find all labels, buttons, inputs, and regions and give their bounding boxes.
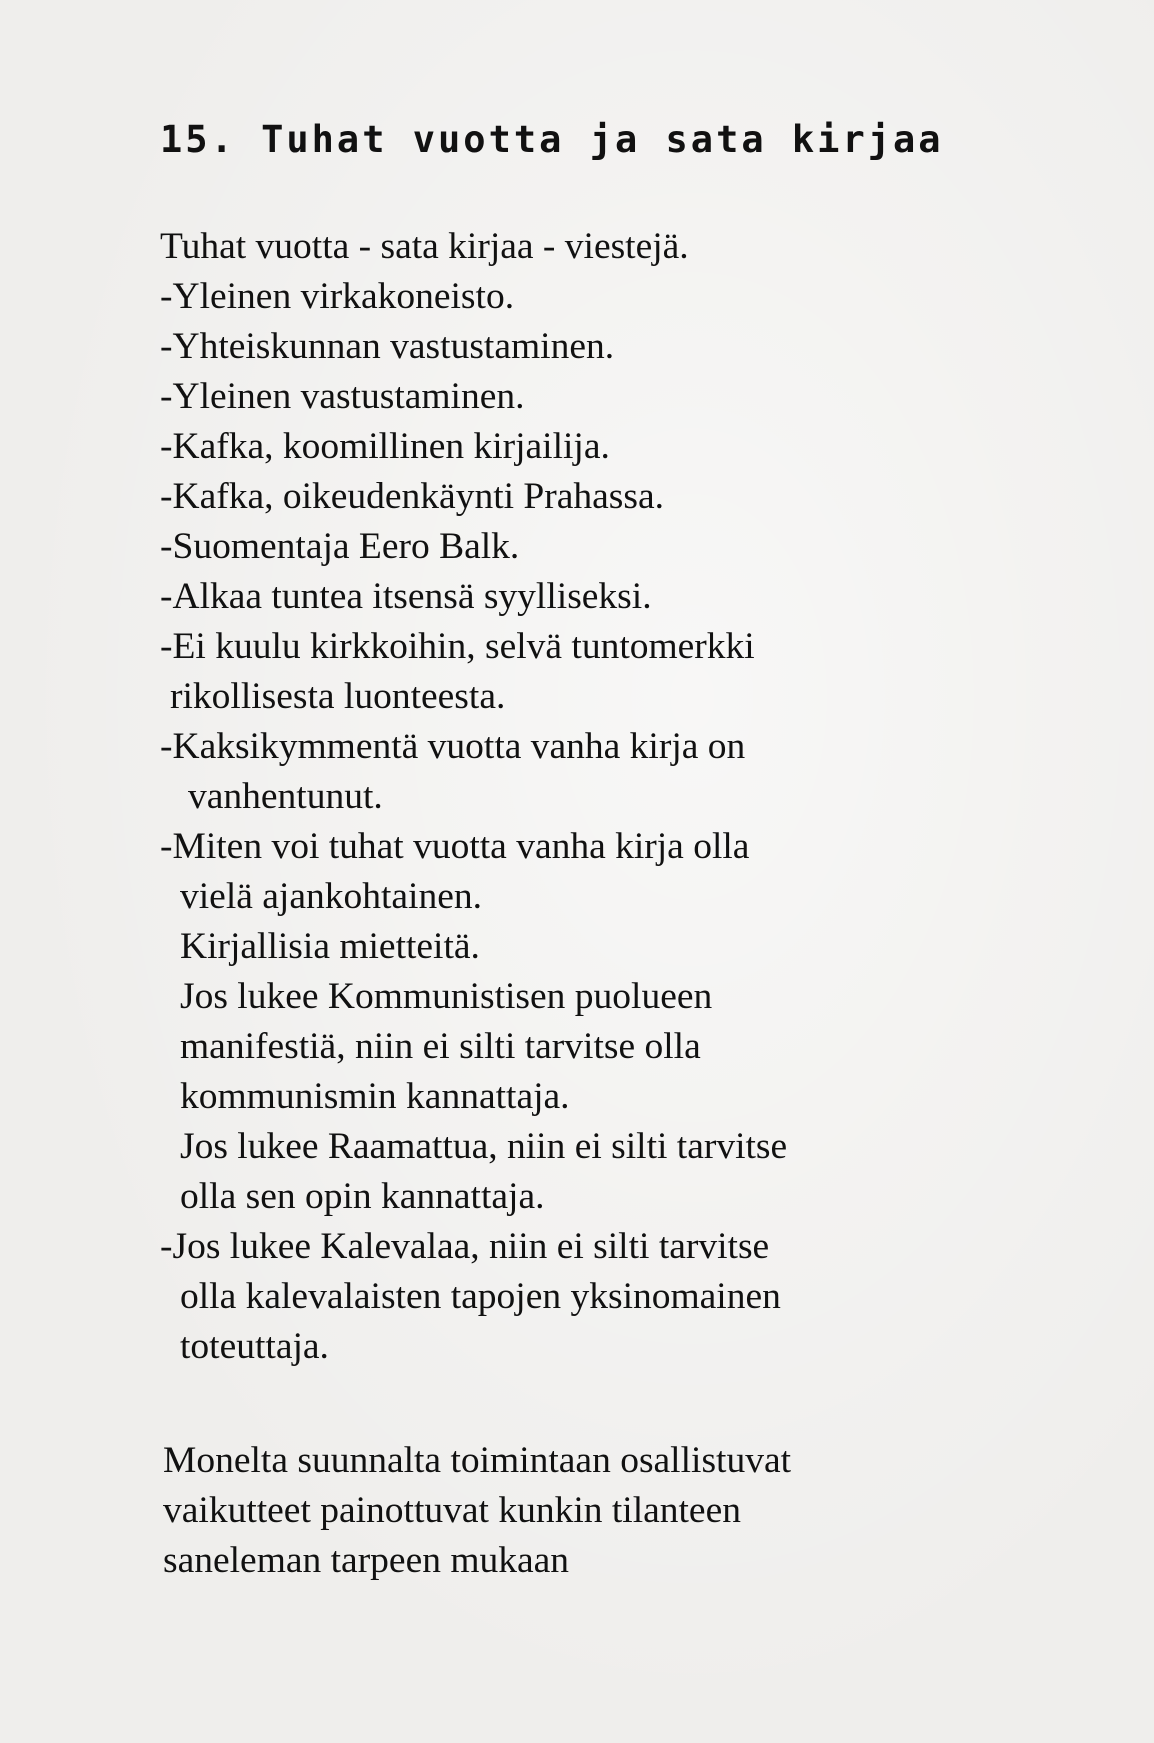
text-line: toteuttaja. [180,1326,329,1367]
closing-paragraph [163,1436,791,1586]
text-line: Tuhat vuotta - sata kirjaa - viestejä. [160,226,689,267]
text-line: -Miten voi tuhat vuotta vanha kirja olla [160,826,750,867]
text-line: kommunismin kannattaja. [180,1076,570,1117]
text-line: Jos lukee Raamattua, niin ei silti tarvitse [180,1126,788,1167]
text-line: rikollisesta luonteesta. [170,676,506,717]
text-line: Jos lukee Kommunistisen puolueen [180,976,713,1017]
text-line: vaikutteet painottuvat kunkin tilanteen [163,1490,741,1531]
text-line: -Yleinen virkakoneisto. [160,276,515,317]
text-line: olla kalevalaisten tapojen yksinomainen [180,1276,781,1317]
text-line: -Suomentaja Eero Balk. [160,526,520,567]
text-line: -Yleinen vastustaminen. [160,376,525,417]
chapter-heading: 15. Tuhat vuotta ja sata kirjaa [160,118,944,161]
text-line: -Jos lukee Kalevalaa, niin ei silti tarvitse [160,1226,770,1267]
text-line: -Kafka, koomillinen kirjailija. [160,426,610,467]
text-line: vanhentunut. [188,776,383,817]
text-line: -Yhteiskunnan vastustaminen. [160,326,615,367]
text-line: -Kafka, oikeudenkäynti Prahassa. [160,476,664,517]
text-line: manifestiä, niin ei silti tarvitse olla [180,1026,701,1067]
text-line: vielä ajankohtainen. [180,876,482,917]
text-line: saneleman tarpeen mukaan [163,1540,570,1581]
chapter-body [160,222,1020,1372]
text-line: olla sen opin kannattaja. [180,1176,545,1217]
text-line: Monelta suunnalta toimintaan osallistuvat [163,1440,792,1481]
text-line: -Alkaa tuntea itsensä syylliseksi. [160,576,652,617]
text-line: Kirjallisia mietteitä. [180,926,480,967]
text-line: -Kaksikymmentä vuotta vanha kirja on [160,726,746,767]
text-line: -Ei kuulu kirkkoihin, selvä tuntomerkki [160,626,755,667]
